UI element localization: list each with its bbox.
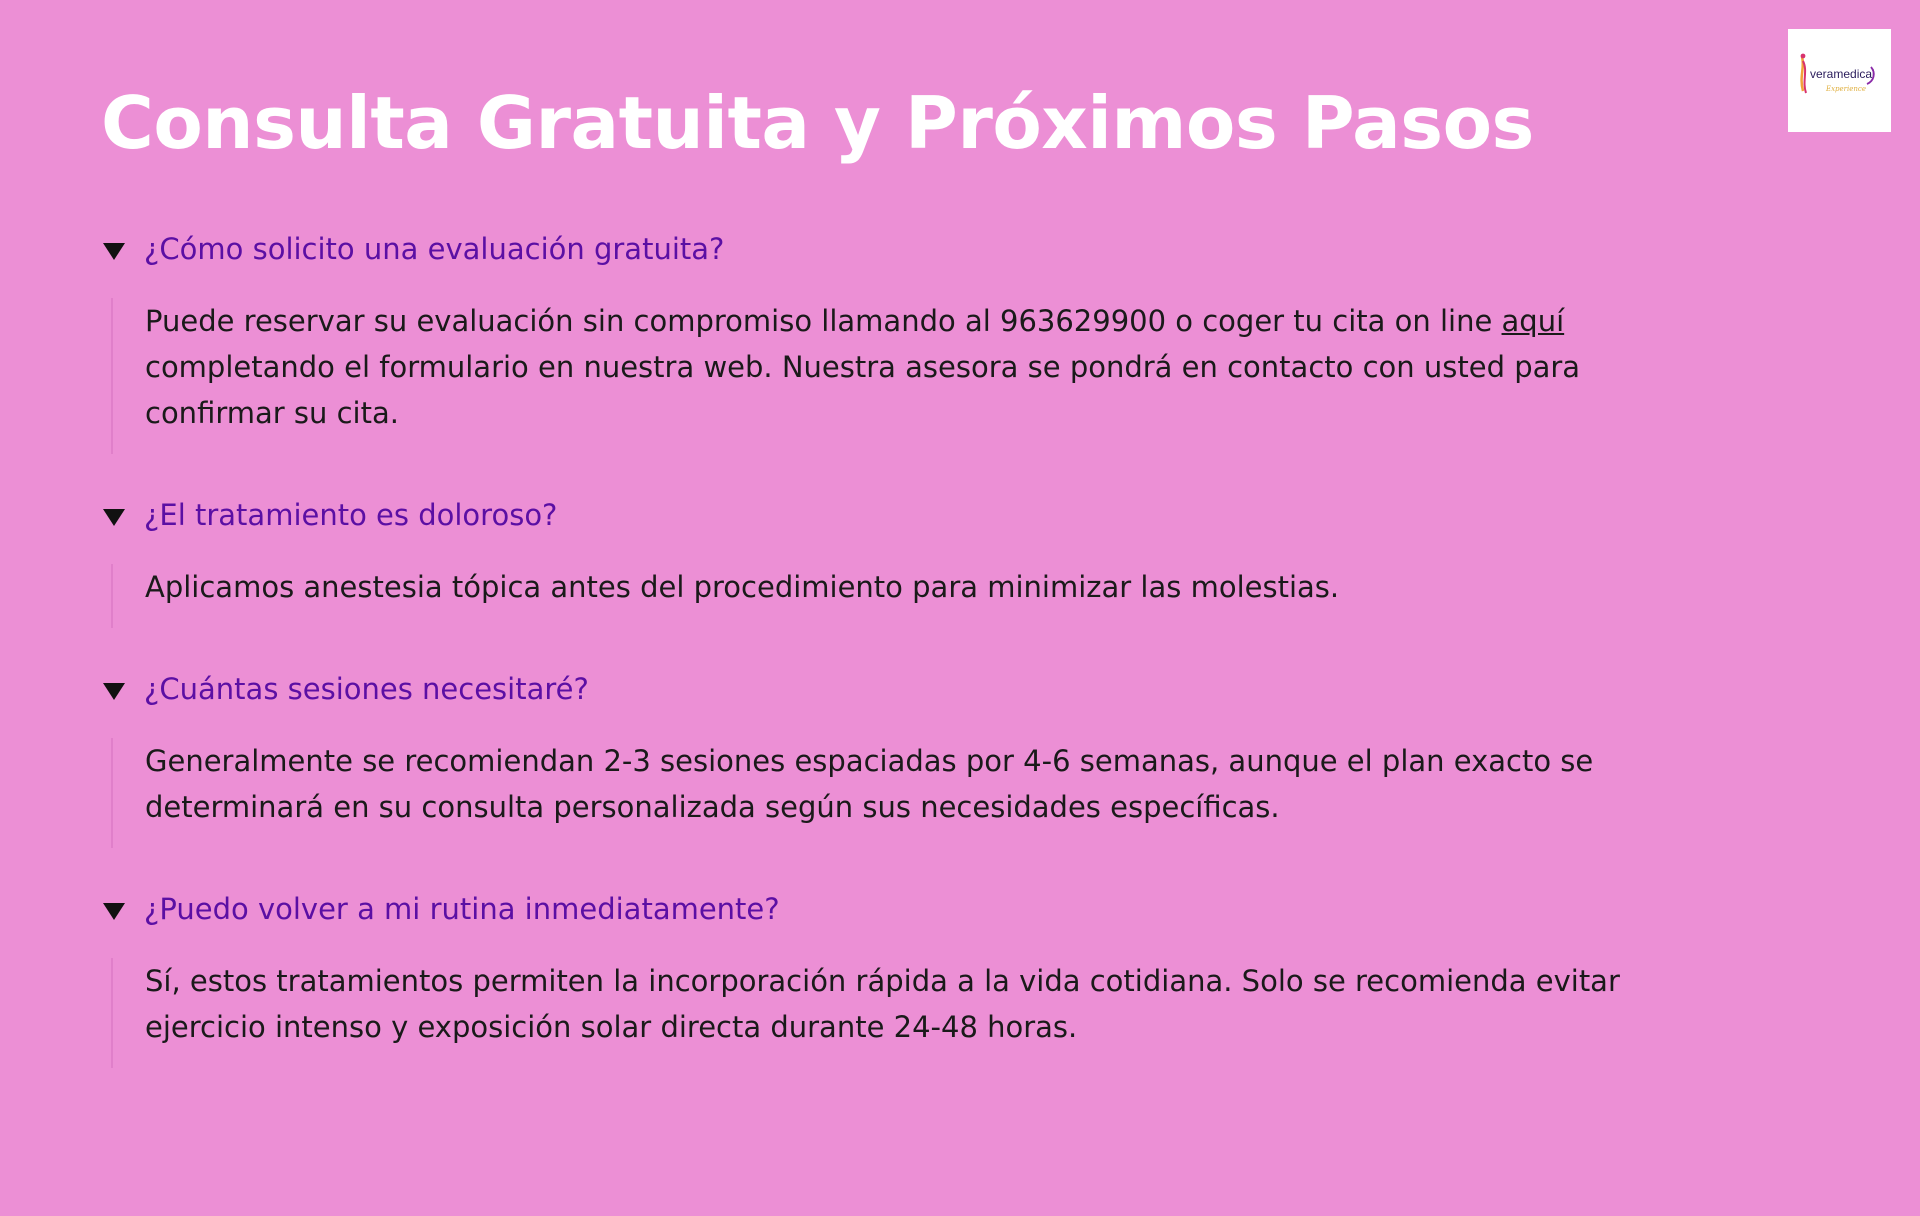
answer-line: ejercicio intenso y exposición solar directa durante 24-48 horas. (145, 1010, 1078, 1044)
caret-down-icon[interactable] (103, 683, 125, 700)
answer-line: confirmar su cita. (145, 396, 399, 430)
faq-question-toggle[interactable] (101, 490, 1701, 540)
caret-down-icon[interactable] (103, 509, 125, 526)
faq-answer (111, 564, 1701, 628)
faq-item (101, 664, 1701, 848)
faq-answer (111, 298, 1701, 454)
faq-item (101, 490, 1701, 628)
caret-down-icon[interactable] (103, 243, 125, 260)
faq-question-toggle[interactable] (101, 664, 1701, 714)
logo-brand-text: veramedical (1810, 67, 1875, 81)
faq-question-text: ¿Cómo solicito una evaluación gratuita? (144, 231, 725, 266)
answer-line: Generalmente se recomiendan 2-3 sesiones espaciadas por 4-6 semanas, aunque el plan exacto se (145, 744, 1594, 778)
answer-line: completando el formulario en nuestra web. Nuestra asesora se pondrá en contacto con usted para (145, 350, 1581, 384)
answer-line: Aplicamos anestesia tópica antes del procedimiento para minimizar las molestias. (145, 570, 1340, 604)
faq-question-toggle[interactable] (101, 224, 1701, 274)
answer-line: Sí, estos tratamientos permiten la incorporación rápida a la vida cotidiana. Solo se recomienda evitar (145, 964, 1620, 998)
faq-question-text: ¿El tratamiento es doloroso? (144, 497, 558, 532)
answer-line: determinará en su consulta personalizada según sus necesidades específicas. (145, 790, 1280, 824)
faq-answer (111, 738, 1701, 848)
caret-down-icon[interactable] (103, 903, 125, 920)
answer-text: Puede reservar su evaluación sin compromiso llamando al 963629900 o coger tu cita on line (145, 304, 1493, 338)
booking-link[interactable]: aquí (1501, 304, 1565, 338)
logo-tagline-text: Experience (1826, 85, 1866, 93)
logo-graphic (1788, 29, 1891, 132)
company-logo (1788, 29, 1891, 132)
faq-item (101, 884, 1701, 1068)
faq-answer (111, 958, 1701, 1068)
faq-question-toggle[interactable] (101, 884, 1701, 934)
faq-question-text: ¿Puedo volver a mi rutina inmediatamente? (144, 891, 780, 926)
faq-item (101, 224, 1701, 454)
faq-list (101, 224, 1701, 1104)
answer-line (145, 298, 1701, 344)
faq-question-text: ¿Cuántas sesiones necesitaré? (144, 671, 589, 706)
page-title: Consulta Gratuita y Próximos Pasos (101, 81, 1534, 165)
